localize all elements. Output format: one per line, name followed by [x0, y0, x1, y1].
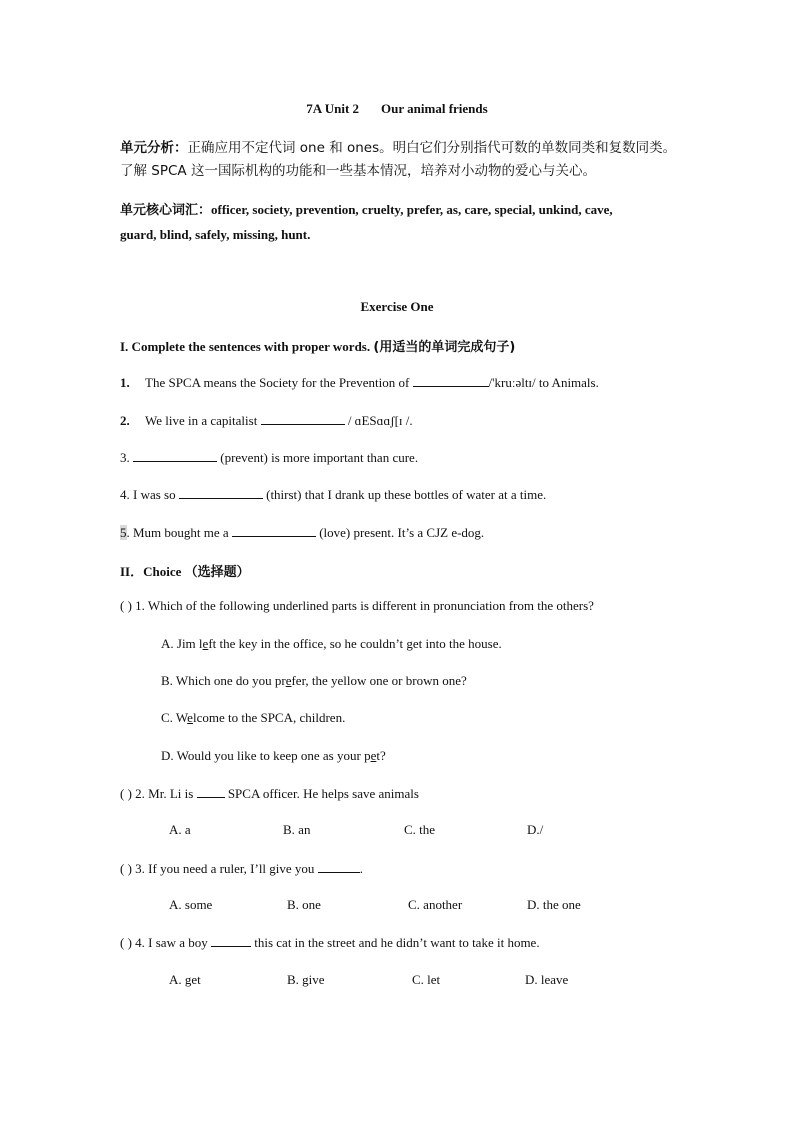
option-d: D. the one — [527, 897, 581, 912]
section-1-title-en: I. Complete the sentences with proper words. — [120, 339, 371, 354]
section-1-title — [120, 336, 515, 355]
exercise-title: Exercise One — [360, 299, 434, 314]
vocab-words-2: guard, blind, safely, missing, hunt. — [120, 227, 311, 242]
question-text-after: (thirst) that I drank up these bottles of water at a time. — [266, 487, 547, 502]
question-text: We live in a capitalist — [145, 413, 258, 428]
section-2-title — [120, 561, 250, 580]
option-c: C. let — [412, 972, 441, 987]
vocab-line-1 — [120, 198, 690, 223]
choice-question-1 — [120, 598, 594, 614]
answer-parentheses[interactable]: ( ) — [120, 786, 132, 801]
option-d: D. Would you like to keep one as your pet? — [161, 748, 386, 763]
answer-blank[interactable] — [133, 449, 217, 462]
question-text-after: SPCA officer. He helps save animals — [227, 786, 419, 801]
question-text-after: / ɑESɑɑʃ[ɪ /. — [347, 413, 413, 428]
answer-parentheses[interactable]: ( ) — [120, 598, 132, 613]
fill-question-4 — [120, 486, 546, 503]
unit-code: 7A Unit 2 — [306, 101, 360, 116]
question-text: The SPCA means the Society for the Prevention of — [145, 375, 410, 390]
question-text-after: /'kruːəltɪ/ to Animals. — [488, 375, 599, 390]
answer-parentheses[interactable]: ( ) — [120, 935, 132, 950]
question-number: 3. — [120, 450, 130, 465]
answer-blank[interactable] — [261, 412, 345, 425]
analysis-line-2: 了解 SPCA 这一国际机构的功能和一些基本情况，培养对小动物的爱心与关心。 — [120, 163, 596, 179]
answer-blank — [318, 860, 360, 873]
fill-question-5 — [120, 524, 484, 541]
question-text-after: (love) present. It’s a CJZ e-dog. — [319, 525, 485, 540]
vocab-label: 单元核心词汇： — [120, 203, 212, 218]
section-2-title-en: II．Choice — [120, 564, 182, 579]
question-text-after: (prevent) is more important than cure. — [220, 450, 419, 465]
analysis-line-1 — [120, 139, 676, 157]
answer-blank[interactable] — [232, 524, 316, 537]
option-d: D. leave — [525, 972, 569, 987]
choice-question-3 — [120, 860, 363, 877]
choice-question-4 — [120, 934, 540, 951]
option-d: D./ — [527, 822, 544, 837]
question-number: 5 — [120, 525, 127, 540]
question-number: 1. — [120, 375, 130, 390]
answer-blank — [197, 785, 225, 798]
fill-question-2 — [120, 412, 413, 429]
option-a: A. get — [169, 972, 201, 987]
question-text: . Mum bought me a — [126, 525, 229, 540]
answer-blank[interactable] — [413, 374, 489, 387]
option-a: A. a — [169, 822, 191, 837]
question-text: 1. Which of the following underlined parts is different in pronunciation from the others? — [135, 598, 594, 613]
question-text: 4. I was so — [120, 487, 176, 502]
option-b: B. Which one do you prefer, the yellow one or brown one? — [161, 673, 467, 688]
section-1-title-cn: (用适当的单词完成句子) — [373, 340, 516, 355]
option-b: B. one — [287, 897, 321, 912]
fill-question-1 — [120, 374, 599, 391]
analysis-label: 单元分析： — [120, 140, 188, 156]
vocab-block — [120, 198, 690, 247]
analysis-text-1: 正确应用不定代词 one 和 ones。明白它们分别指代可数的单数同类和复数同类。 — [187, 140, 677, 156]
section-2-title-cn: （选择题） — [184, 565, 250, 580]
option-a: A. some — [169, 897, 213, 912]
option-c: C. the — [404, 822, 436, 837]
question-text-after: . — [359, 861, 363, 876]
question-text-after: this cat in the street and he didn’t want to take it home. — [254, 935, 540, 950]
option-c: C. another — [408, 897, 463, 912]
question-text: 2. Mr. Li is — [135, 786, 194, 801]
option-c: C. Welcome to the SPCA, children. — [161, 710, 346, 725]
option-b: B. give — [287, 972, 325, 987]
option-a: A. Jim left the key in the office, so he couldn’t get into the house. — [161, 636, 502, 651]
answer-blank — [211, 934, 251, 947]
answer-parentheses[interactable]: ( ) — [120, 861, 132, 876]
fill-question-3 — [120, 449, 418, 466]
option-b: B. an — [283, 822, 311, 837]
question-text: 4. I saw a boy — [135, 935, 208, 950]
page-title — [0, 101, 794, 117]
question-text: 3. If you need a ruler, I’ll give you — [135, 861, 315, 876]
unit-name: Our animal friends — [381, 101, 488, 116]
choice-question-2 — [120, 785, 419, 802]
question-number: 2. — [120, 413, 130, 428]
vocab-words-1: officer, society, prevention, cruelty, prefer, as, care, special, unkind, cave, — [211, 202, 613, 217]
answer-blank[interactable] — [179, 486, 263, 499]
